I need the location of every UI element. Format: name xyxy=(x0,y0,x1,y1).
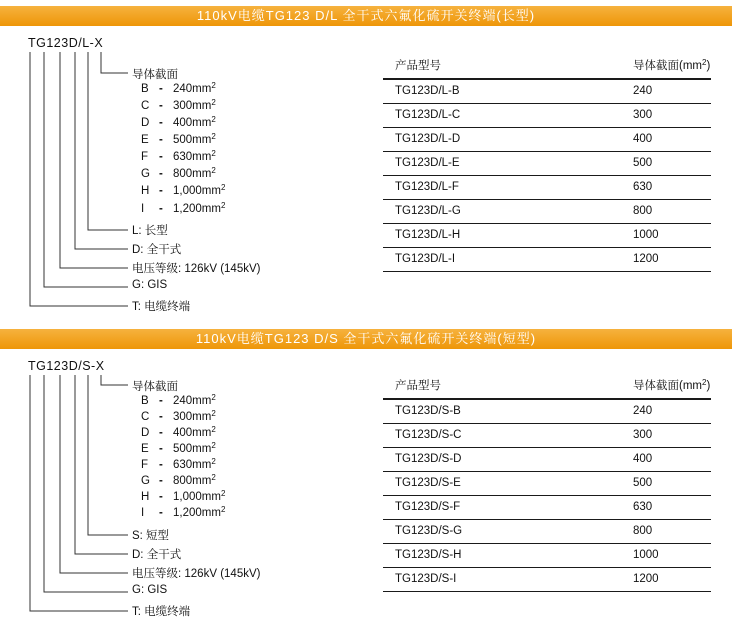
gis-label: G: GIS xyxy=(132,279,168,291)
table-header-row xyxy=(383,55,711,80)
cell-model: TG123D/S-F xyxy=(395,501,461,513)
cell-model: TG123D/L-F xyxy=(395,181,459,193)
table-row xyxy=(383,568,711,592)
cell-section: 800 xyxy=(633,205,653,217)
table-row xyxy=(383,80,711,104)
size-dash: - xyxy=(159,427,163,439)
cell-section: 1200 xyxy=(633,573,659,585)
size-value: $300mm^2$ xyxy=(173,98,216,112)
table-row xyxy=(383,176,711,200)
section-title: 110kV电缆TG123 D/L 全干式六氟化硫开关终端(长型) xyxy=(0,6,732,26)
size-code: G xyxy=(141,168,150,180)
cell-model: TG123D/S-H xyxy=(395,549,462,561)
size-code: B xyxy=(141,395,149,407)
table-row xyxy=(383,544,711,568)
cell-model: TG123D/S-D xyxy=(395,453,462,465)
table-header-row xyxy=(383,375,711,400)
size-dash: - xyxy=(159,443,163,455)
size-dash: - xyxy=(159,475,163,487)
size-dash: - xyxy=(159,507,163,519)
voltage-label: 电压等级: 126kV (145kV) xyxy=(132,568,261,580)
size-code: C xyxy=(141,411,150,423)
cell-section: 240 xyxy=(633,85,653,97)
size-dash: - xyxy=(159,185,163,197)
section-short-type xyxy=(0,323,732,622)
table-row xyxy=(383,496,711,520)
size-code: D xyxy=(141,427,150,439)
table-row xyxy=(383,200,711,224)
header-section: 导体截面$(mm^2)$ xyxy=(633,378,711,392)
size-code: E xyxy=(141,443,149,455)
product-table xyxy=(383,375,711,592)
cell-section: 1000 xyxy=(633,229,659,241)
dry-type-label: D: 全干式 xyxy=(132,244,182,256)
size-dash: - xyxy=(159,100,163,112)
size-dash: - xyxy=(159,168,163,180)
section-title: 110kV电缆TG123 D/S 全干式六氟化硫开关终端(短型) xyxy=(0,329,732,349)
gis-label: G: GIS xyxy=(132,584,168,596)
length-type-label: L: 长型 xyxy=(132,225,168,237)
cell-section: 400 xyxy=(633,133,653,145)
size-value: $800mm^2$ xyxy=(173,473,216,487)
cell-section: 800 xyxy=(633,525,653,537)
size-dash: - xyxy=(159,83,163,95)
cell-section: 630 xyxy=(633,181,653,193)
header-model: 产品型号 xyxy=(395,380,441,392)
cell-model: TG123D/L-G xyxy=(395,205,461,217)
cell-section: 240 xyxy=(633,405,653,417)
size-dash: - xyxy=(159,117,163,129)
size-value: $630mm^2$ xyxy=(173,149,216,163)
model-code-diagram xyxy=(0,0,380,311)
header-model: 产品型号 xyxy=(395,60,441,72)
cell-section: 500 xyxy=(633,477,653,489)
cell-section: 500 xyxy=(633,157,653,169)
size-dash: - xyxy=(159,459,163,471)
size-value: $240mm^2$ xyxy=(173,81,216,95)
size-value: $1,000mm^2$ xyxy=(173,183,226,197)
size-value: $300mm^2$ xyxy=(173,409,216,423)
table-row xyxy=(383,520,711,544)
cell-model: TG123D/L-H xyxy=(395,229,461,241)
size-dash: - xyxy=(159,151,163,163)
dry-type-label: D: 全干式 xyxy=(132,549,182,561)
cell-model: TG123D/S-B xyxy=(395,405,461,417)
conductor-label: 导体截面 xyxy=(132,69,178,81)
size-dash: - xyxy=(159,395,163,407)
product-table xyxy=(383,55,711,272)
size-value: $400mm^2$ xyxy=(173,425,216,439)
size-code: I xyxy=(141,507,145,519)
table-row xyxy=(383,104,711,128)
table-row xyxy=(383,448,711,472)
size-code: H xyxy=(141,491,150,503)
cell-section: 300 xyxy=(633,109,653,121)
cell-section: 400 xyxy=(633,453,653,465)
size-code: E xyxy=(141,134,149,146)
cell-model: TG123D/L-D xyxy=(395,133,461,145)
length-type-label: S: 短型 xyxy=(132,530,170,542)
model-code: TG123D/L-X xyxy=(28,36,104,50)
termination-label: T: 电缆终端 xyxy=(132,606,191,618)
model-code: TG123D/S-X xyxy=(28,359,105,373)
size-code: F xyxy=(141,459,149,471)
size-value: $1,000mm^2$ xyxy=(173,489,226,503)
size-value: $800mm^2$ xyxy=(173,166,216,180)
table-row xyxy=(383,128,711,152)
cell-model: TG123D/S-C xyxy=(395,429,462,441)
size-value: $500mm^2$ xyxy=(173,441,216,455)
size-dash: - xyxy=(159,134,163,146)
cell-model: TG123D/S-I xyxy=(395,573,457,585)
table-row xyxy=(383,248,711,272)
cell-section: 1200 xyxy=(633,253,659,265)
size-code: H xyxy=(141,185,150,197)
size-value: $1,200mm^2$ xyxy=(173,505,226,519)
termination-label: T: 电缆终端 xyxy=(132,301,191,313)
size-code: B xyxy=(141,83,149,95)
header-section: 导体截面$(mm^2)$ xyxy=(633,58,711,72)
size-code: C xyxy=(141,100,150,112)
conductor-label: 导体截面 xyxy=(132,381,178,393)
size-code: D xyxy=(141,117,150,129)
size-value: $400mm^2$ xyxy=(173,115,216,129)
size-code: G xyxy=(141,475,150,487)
size-code: F xyxy=(141,151,149,163)
cell-model: TG123D/L-I xyxy=(395,253,456,265)
size-value: $500mm^2$ xyxy=(173,132,216,146)
table-row xyxy=(383,224,711,248)
cell-section: 1000 xyxy=(633,549,659,561)
cell-model: TG123D/L-C xyxy=(395,109,461,121)
size-value: $1,200mm^2$ xyxy=(173,201,226,215)
size-dash: - xyxy=(159,491,163,503)
table-row xyxy=(383,152,711,176)
size-value: $240mm^2$ xyxy=(173,393,216,407)
cell-section: 630 xyxy=(633,501,653,513)
cell-model: TG123D/S-G xyxy=(395,525,463,537)
cell-section: 300 xyxy=(633,429,653,441)
size-dash: - xyxy=(159,203,163,215)
size-dash: - xyxy=(159,411,163,423)
table-row xyxy=(383,472,711,496)
table-row xyxy=(383,424,711,448)
cell-model: TG123D/S-E xyxy=(395,477,461,489)
cell-model: TG123D/L-B xyxy=(395,85,460,97)
model-code-diagram xyxy=(0,323,380,622)
size-code: I xyxy=(141,203,145,215)
size-value: $630mm^2$ xyxy=(173,457,216,471)
voltage-label: 电压等级: 126kV (145kV) xyxy=(132,263,261,275)
cell-model: TG123D/L-E xyxy=(395,157,460,169)
table-row xyxy=(383,400,711,424)
